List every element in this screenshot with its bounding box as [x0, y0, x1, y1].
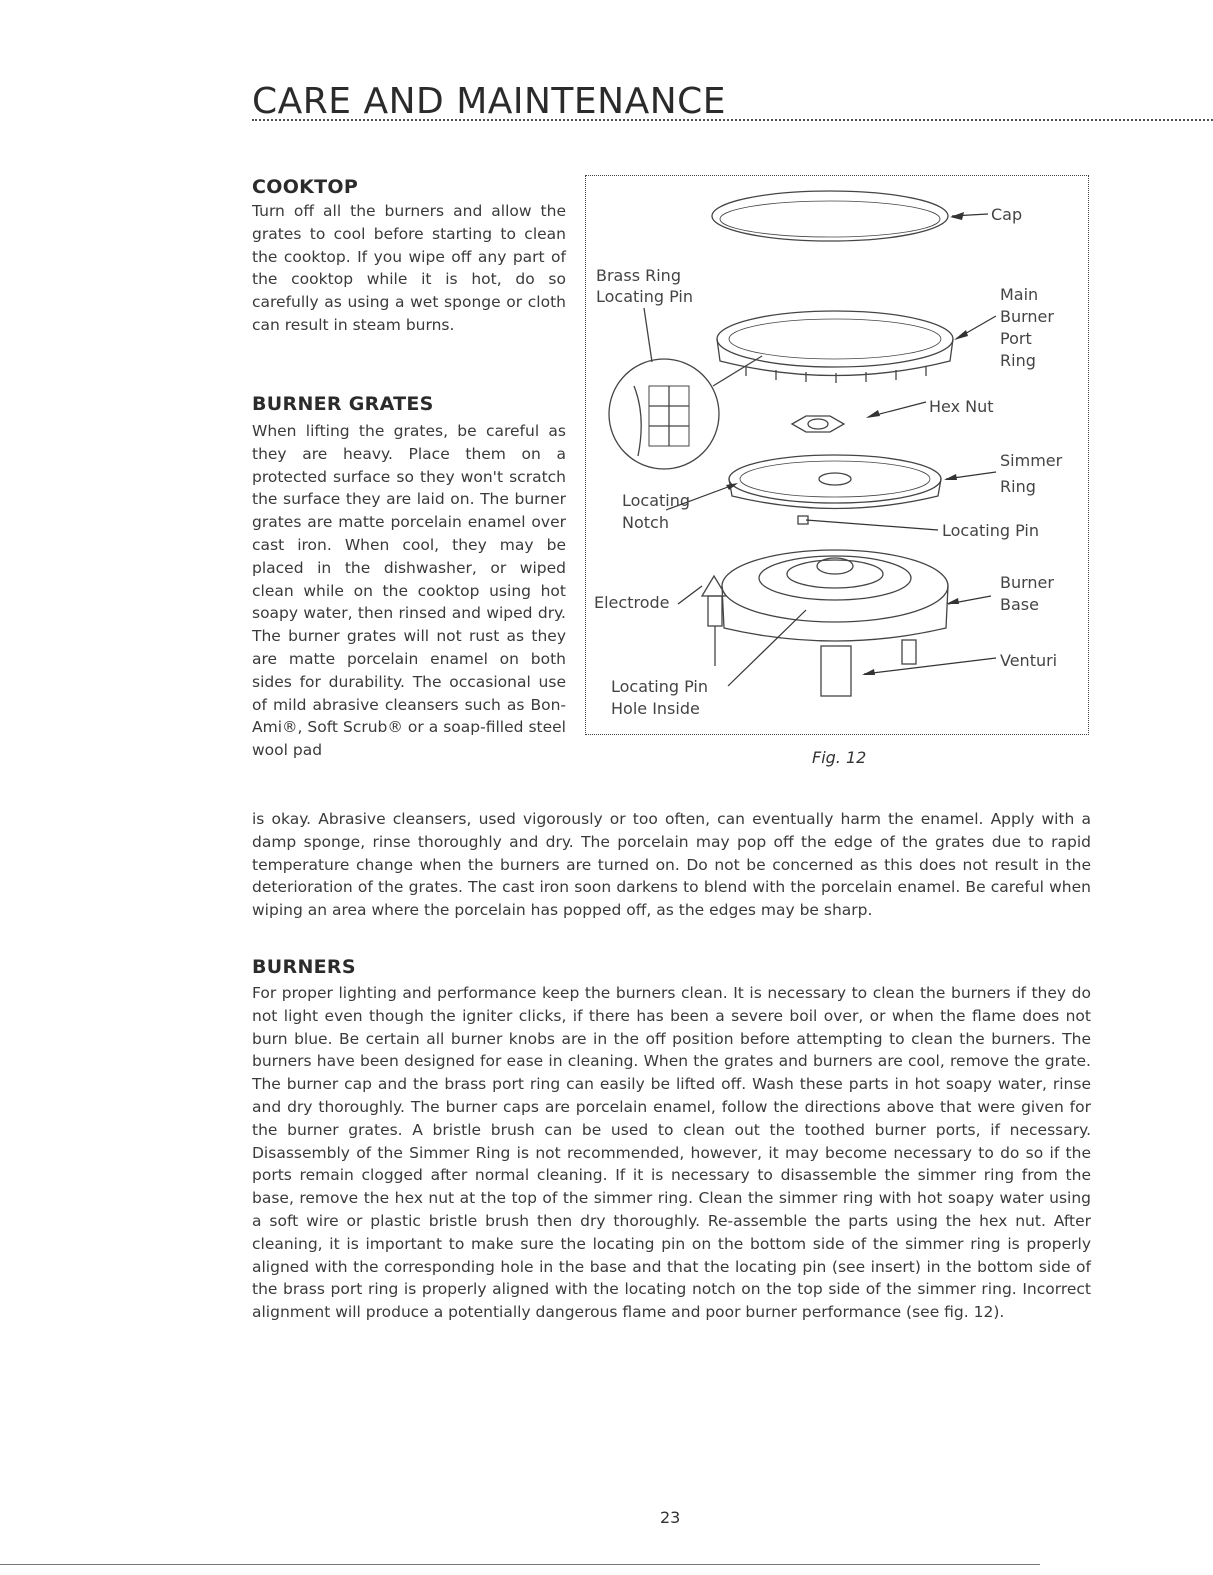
burners-paragraph: For proper lighting and performance keep the burners clean. It is necessary to clean the burners if they do not light even though the igniter clicks, if there has been a severe boil over, or when the flame does not burn blue. Be certain all burner knobs are in the off position before attempting to clean the burners. The burners have been designed for ease in cleaning. When the grates and burners are cool, remove the grate. The burner cap and the brass port ring can easily be lifted off. Wash these parts in hot soapy water, rinse and dry thoroughly. The burner caps are porcelain enamel, follow the directions above that were given for the burner grates. A bristle brush can be used to clean out the toothed burner ports, if necessary. Disassembly of the Simmer Ring is not recommended, however, it may become necessary to do so if the ports remain clogged after normal cleaning. If it is necessary to disassemble the simmer ring from the base, remove the hex nut at the top of the simmer ring. Clean the simmer ring with hot soapy water using a soft wire or plastic bristle brush then dry thoroughly. Re-assemble the parts using the hex nut. After cleaning, it is important to make sure the locating pin on the bottom side of the simmer ring is properly aligned with the corresponding hole in the base and that the locating pin (see insert) in the bottom side of the brass port ring is properly aligned with the locating notch on the top side of the simmer ring. Incorrect alignment will produce a potentially dangerous flame and poor burner performance (see fig. 12).: [252, 984, 1091, 1322]
burner-diagram: [586, 176, 1090, 736]
simmer-ring-part: [729, 455, 941, 503]
label-simmer-ring: Ring: [1000, 477, 1036, 496]
bottom-rule: [0, 1564, 1040, 1565]
label-hole-inside: Hole Inside: [611, 699, 700, 718]
label-notch: Notch: [622, 513, 669, 532]
label-locating: Locating: [622, 491, 691, 510]
burner-exploded-figure: [585, 175, 1089, 735]
page-number: 23: [660, 1508, 681, 1527]
burners-heading: BURNERS: [252, 956, 356, 978]
burner-grates-heading: BURNER GRATES: [252, 393, 434, 415]
label-burner: Burner: [1000, 573, 1054, 592]
burner-base-part: [722, 550, 948, 622]
label-main-port: Port: [1000, 329, 1032, 348]
label-cap: Cap: [991, 205, 1023, 224]
burner-grates-column-paragraph: When lifting the grates, be careful as they are heavy. Place them on a protected surface so they won't scratch the surface they are laid on. The burner grates are matte porcelain enamel over cast iron. When cool, they may be placed in the dishwasher, or wiped clean while on the cooktop using hot soapy water, then rinsed and wiped dry. The burner grates will not rust as they are matte porcelain enamel on both sides for durability. The occasional use of mild abrasive cleansers such as Bon-Ami®, Soft Scrub® or a soap-filled steel wool pad: [252, 422, 566, 760]
insert-detail: [609, 359, 719, 469]
label-hex-nut: Hex Nut: [929, 397, 994, 416]
label-main: Main: [1000, 285, 1039, 304]
label-main-burner: Burner: [1000, 307, 1054, 326]
cooktop-paragraph: Turn off all the burners and allow the grates to cool before starting to clean the cooktop. If you wipe off any part of the cooktop while it is hot, do so carefully as using a wet sponge or cloth can result in steam burns.: [252, 202, 566, 334]
label-brass-ring-pin: Locating Pin: [596, 287, 694, 306]
cap-part: [712, 191, 948, 241]
venturi-part: [821, 646, 851, 696]
label-base: Base: [1000, 595, 1039, 614]
cooktop-heading: COOKTOP: [252, 176, 359, 198]
label-simmer: Simmer: [1000, 451, 1063, 470]
figure-caption: Fig. 12: [812, 748, 867, 767]
page-title: CARE AND MAINTENANCE: [252, 81, 727, 122]
label-electrode: Electrode: [594, 593, 670, 612]
label-venturi: Venturi: [1000, 651, 1058, 670]
label-locating-pin: Locating Pin: [942, 521, 1040, 540]
burner-grates-full-paragraph: is okay. Abrasive cleansers, used vigorously or too often, can eventually harm the enamel. Apply with a damp sponge, rinse thoroughly and dry. The porcelain may pop off the edge of the grates due to rapid temperature change when the burners are turned on. Do not be concerned as this does not result in the deterioration of the grates. The cast iron soon darkens to blend with the porcelain enamel. Be careful when wiping an area where the porcelain has popped off, as the edges may be sharp.: [252, 810, 1091, 920]
label-hole-pin: Locating Pin: [611, 677, 709, 696]
label-main-ring: Ring: [1000, 351, 1036, 370]
label-brass-ring: Brass Ring: [596, 266, 681, 285]
title-rule: [252, 119, 1213, 121]
